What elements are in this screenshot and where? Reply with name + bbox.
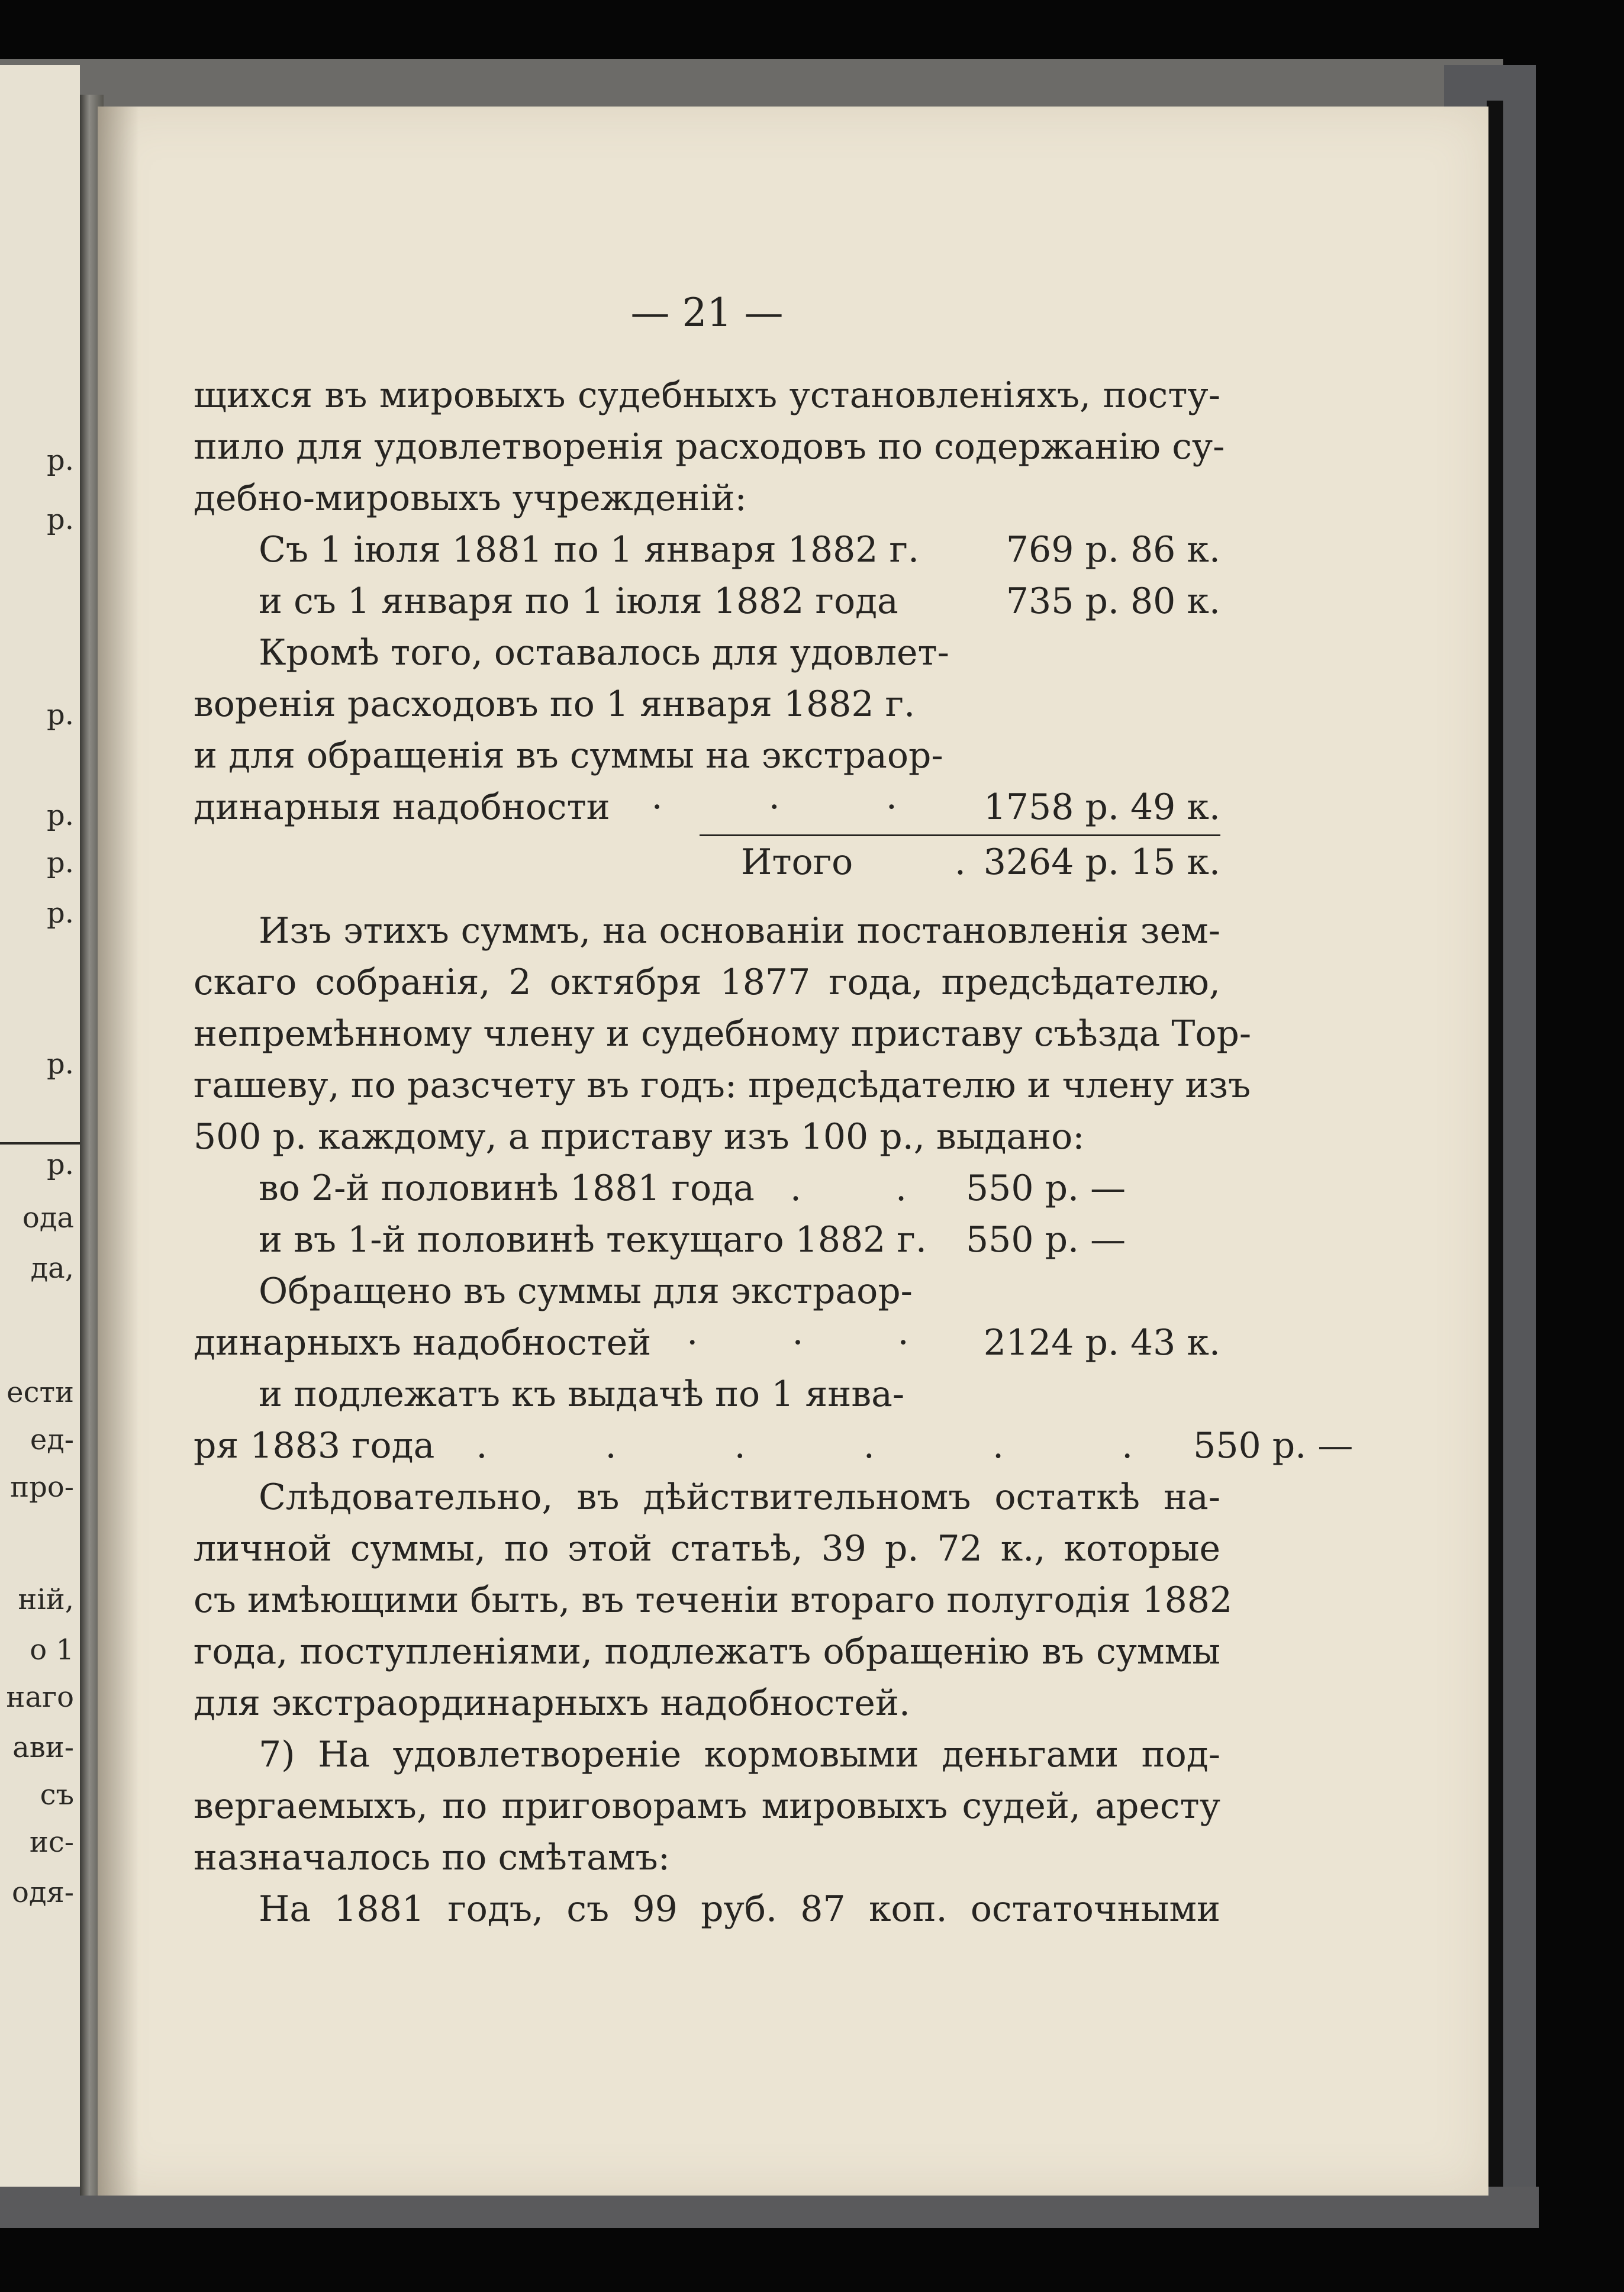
ledger-label: динарныхъ надобностей [194, 1322, 652, 1363]
paragraph-line: 7) На удовлетвореніе кормовыми деньгами под- [259, 1734, 1220, 1775]
ledger-amount: 735 р. 80 к. [1006, 581, 1220, 622]
ledger-row-issued2 [194, 1214, 1220, 1265]
left-page-fragment [0, 65, 80, 2187]
paragraph-line: скаго собранія, 2 октября 1877 года, предсѣдателю, [194, 962, 1220, 1003]
ledger-label: и въ 1-й половинѣ текущаго 1882 г. [259, 1219, 927, 1261]
total-amount: 3264 р. 15 к. [983, 842, 1220, 883]
page-edge-shadow [1487, 101, 1503, 2207]
text-line [194, 1060, 1251, 1111]
ledger-amount: 550 р. — [966, 1168, 1126, 1209]
paragraph-line: непремѣнному члену и судебному приставу съѣзда Тор- [194, 1013, 1252, 1055]
text-line [194, 1884, 1220, 1935]
left-fragment: р. [47, 846, 74, 879]
paragraph-line: назначалось по смѣтамъ: [194, 1837, 670, 1878]
paragraph-line: 500 р. каждому, а приставу изъ 100 р., выдано: [194, 1116, 1085, 1158]
text-line [194, 1729, 1220, 1780]
left-fragment: съ [40, 1778, 74, 1811]
remaining-line: и для обращенія въ суммы на экстраор- [194, 735, 943, 776]
left-fragment: про- [10, 1471, 74, 1504]
left-fragment: р. [47, 698, 74, 731]
paragraph-line: Слѣдовательно, въ дѣйствительномъ остаткѣ на- [259, 1477, 1220, 1518]
paragraph-line: вергаемыхъ, по приговорамъ мировыхъ судей, аресту [194, 1785, 1220, 1827]
text-line [194, 1575, 1233, 1626]
paragraph-line: На 1881 годъ, съ 99 руб. 87 коп. остаточными [259, 1888, 1220, 1930]
ledger-label: Съ 1 іюля 1881 по 1 января 1882 г. [259, 529, 920, 570]
text-line [194, 1266, 957, 1317]
text-line [194, 730, 957, 781]
remaining-line: воренія расходовъ по 1 января 1882 г. [194, 684, 916, 725]
left-fragment: ода [22, 1201, 74, 1234]
page-number: — 21 — [630, 290, 784, 336]
text-line [194, 1626, 1220, 1677]
text-line [194, 1111, 1220, 1162]
text-line [194, 679, 957, 730]
left-fragment: р. [47, 444, 74, 477]
left-page-rule [0, 1142, 80, 1145]
left-fragment: о 1 [30, 1633, 74, 1666]
intro-line: щихся въ мировыхъ судебныхъ установленіяхъ, посту- [194, 375, 1220, 416]
book-top-edge [0, 59, 1503, 109]
text-line [194, 1832, 1220, 1883]
ledger-amount: 550 р. — [966, 1219, 1126, 1261]
left-fragment: ній, [18, 1583, 74, 1616]
intro-line: дебно-мировыхъ учрежденій: [194, 478, 747, 519]
text-line [194, 1678, 1220, 1729]
text-line [194, 957, 1220, 1008]
paragraph-line: съ имѣющими быть, въ теченіи втораго полугодія 1882 [194, 1579, 1233, 1621]
ledger-amount: 550 р. — [1193, 1425, 1354, 1466]
text-line [194, 1781, 1220, 1832]
paragraph-line: года, поступленіями, подлежатъ обращенію въ суммы [194, 1631, 1220, 1672]
ledger-amount: 2124 р. 43 к. [983, 1322, 1220, 1363]
ledger-row-period1 [194, 524, 1220, 575]
text-line [194, 1523, 1220, 1574]
left-fragment: р. [47, 1047, 74, 1081]
left-fragment: одя- [12, 1876, 74, 1909]
ledger-label: во 2-й половинѣ 1881 года [259, 1168, 755, 1209]
left-fragment: р. [47, 799, 74, 832]
intro-line: пило для удовлетворенія расходовъ по содержанію су- [194, 426, 1225, 468]
paragraph-line: для экстраординарныхъ надобностей. [194, 1682, 910, 1724]
text-line [194, 1008, 1252, 1059]
ledger-label: динарныя надобности [194, 786, 610, 828]
due-line: и подлежатъ къ выдачѣ по 1 янва- [259, 1374, 905, 1415]
left-fragment: р. [47, 503, 74, 536]
ledger-row-total: Итого . 3264 р. 15 к. [194, 837, 1220, 888]
paragraph-line: Изъ этихъ суммъ, на основаніи постановленія зем- [259, 910, 1220, 952]
ledger-row-converted: динарныхъ надобностей · · · 2124 р. 43 к. [194, 1317, 1220, 1368]
text-line [194, 473, 1220, 524]
ledger-amount: 769 р. 86 к. [1006, 529, 1220, 570]
ledger-row-due: ря 1883 года . . . . . . 550 р. — [194, 1420, 1220, 1471]
ledger-row-period2 [194, 576, 1220, 627]
left-fragment: ис- [29, 1826, 74, 1859]
left-fragment: ави- [12, 1731, 74, 1764]
sum-rule [700, 834, 1220, 836]
remaining-line: Кромѣ того, оставалось для удовлет- [259, 632, 949, 673]
left-fragment: р. [47, 1148, 74, 1181]
left-fragment: да, [30, 1252, 74, 1285]
ledger-label: ря 1883 года [194, 1425, 435, 1466]
text-line [194, 1369, 957, 1420]
total-label: Итого [741, 842, 853, 883]
left-fragment: р. [47, 897, 74, 930]
text-line [194, 905, 1220, 956]
ledger-amount: 1758 р. 49 к. [983, 786, 1220, 828]
left-fragment: ести [7, 1376, 74, 1409]
left-fragment: наго [6, 1681, 74, 1714]
ledger-label: и съ 1 января по 1 іюля 1882 года [259, 581, 898, 622]
gutter-shadow [98, 107, 139, 2196]
text-line [194, 370, 1220, 421]
ledger-row-remaining: динарныя надобности · · · 1758 р. 49 к. [194, 782, 1220, 833]
text-line [194, 627, 957, 678]
text-line [194, 1472, 1220, 1523]
text-line [194, 421, 1225, 472]
ledger-row-issued1: во 2-й половинѣ 1881 года . . 550 р. — [194, 1163, 1220, 1214]
paragraph-line: гашеву, по разсчету въ годъ: предсѣдателю и члену изъ [194, 1065, 1251, 1106]
converted-line: Обращено въ суммы для экстраор- [259, 1271, 913, 1312]
paragraph-line: личной суммы, по этой статьѣ, 39 р. 72 к., которые [194, 1528, 1220, 1569]
left-fragment: ед- [30, 1423, 74, 1456]
